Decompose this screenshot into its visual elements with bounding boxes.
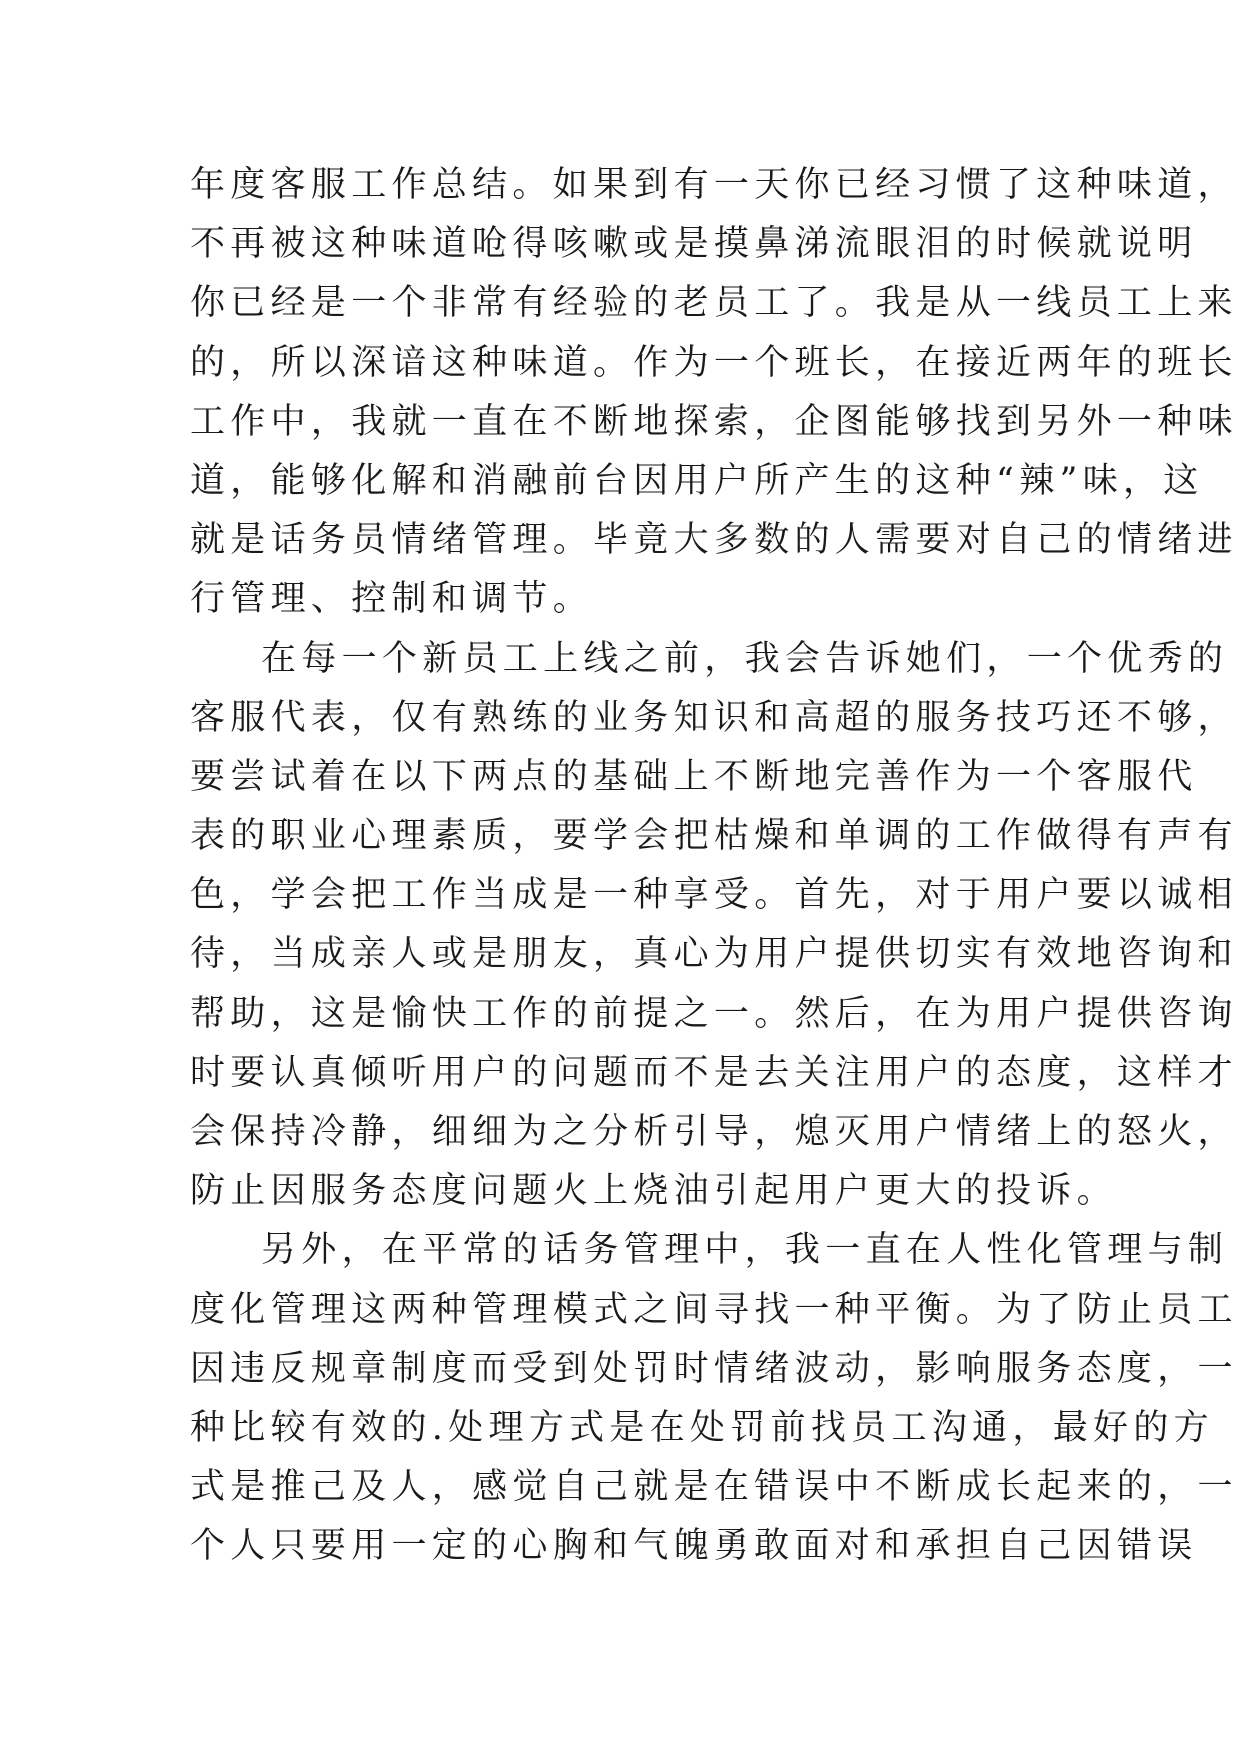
text-line: 要尝试着在以下两点的基础上不断地完善作为一个客服代 [190, 756, 1198, 797]
text-line: 度化管理这两种管理模式之间寻找一种平衡。为了防止员工 [190, 1289, 1238, 1330]
text-line: 道，能够化解和消融前台因用户所产生的这种“辣”味，这 [190, 460, 1204, 501]
text-line: 防止因服务态度问题火上烧油引起用户更大的投诉。 [190, 1171, 1117, 1212]
text-line: 待，当成亲人或是朋友，真心为用户提供切实有效地咨询和 [190, 934, 1238, 975]
text-line: 行管理、控制和调节。 [190, 579, 594, 620]
text-line: 客服代表，仅有熟练的业务知识和高超的服务技巧还不够， [190, 697, 1238, 738]
text-line: 的，所以深谙这种味道。作为一个班长，在接近两年的班长 [190, 342, 1238, 383]
text-line: 就是话务员情绪管理。毕竟大多数的人需要对自己的情绪进 [190, 520, 1238, 561]
text-line: 因违反规章制度而受到处罚时情绪波动，影响服务态度，一 [190, 1348, 1238, 1389]
paragraph-first-line: 另外，在平常的话务管理中，我一直在人性化管理与制 [261, 1230, 1229, 1271]
text-line: 时要认真倾听用户的问题而不是去关注用户的态度，这样才 [190, 1052, 1238, 1093]
text-line: 年度客服工作总结。如果到有一天你已经习惯了这种味道， [190, 165, 1238, 205]
text-line: 个人只要用一定的心胸和气魄勇敢面对和承担自己因错误 [190, 1526, 1198, 1567]
text-line: 会保持冷静，细细为之分析引导，熄灭用户情绪上的怒火， [190, 1112, 1238, 1152]
body-text [190, 156, 1238, 1577]
text-line: 种比较有效的.处理方式是在处罚前找员工沟通，最好的方 [190, 1407, 1214, 1448]
text-line: 帮助，这是愉快工作的前提之一。然后，在为用户提供咨询 [190, 993, 1238, 1034]
text-line: 表的职业心理素质，要学会把枯燥和单调的工作做得有声有 [190, 816, 1238, 857]
text-line: 不再被这种味道呛得咳嗽或是摸鼻涕流眼泪的时候就说明 [190, 224, 1198, 265]
text-line: 式是推己及人，感觉自己就是在错误中不断成长起来的，一 [190, 1467, 1238, 1508]
text-line: 工作中，我就一直在不断地探索，企图能够找到另外一种味 [190, 401, 1238, 442]
text-line: 你已经是一个非常有经验的老员工了。我是从一线员工上来 [190, 283, 1238, 324]
text-line: 色，学会把工作当成是一种享受。首先，对于用户要以诚相 [190, 875, 1238, 916]
paragraph-first-line: 在每一个新员工上线之前，我会告诉她们，一个优秀的 [261, 638, 1229, 679]
